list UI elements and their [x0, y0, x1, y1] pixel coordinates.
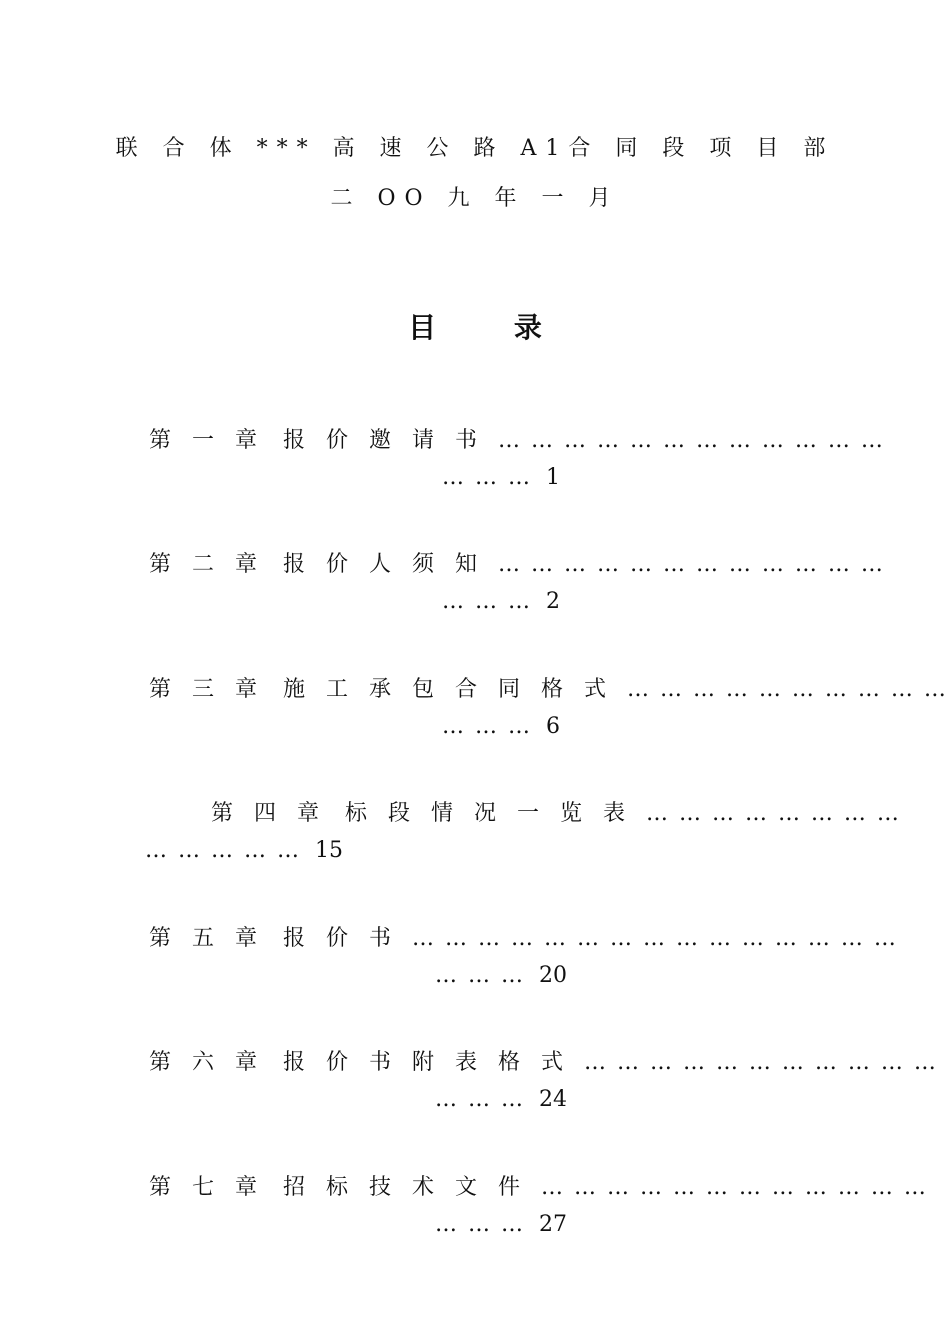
toc-entry-leader: … … … — [435, 963, 525, 988]
toc-entry-page-number: 1 — [546, 465, 560, 490]
toc-entry-leader: … … … … … … … … … … … … — [540, 1175, 928, 1200]
toc-entry-6-continuation — [407, 1055, 567, 1115]
toc-entry-page-number: 24 — [539, 1087, 567, 1112]
toc-entry-page-number: 27 — [539, 1212, 567, 1237]
date-line: 二 OO 九 年 一 月 — [330, 186, 620, 211]
toc-entry-1-continuation — [414, 433, 560, 493]
organization-line: 联 合 体 *** 高 速 公 路 A1合 同 段 项 目 部 — [115, 136, 835, 161]
toc-entry-leader: … … … … … … … … — [645, 801, 901, 826]
toc-title: 目 录 — [408, 311, 576, 344]
toc-entry-leader: … … … … … … … … … … … — [583, 1050, 938, 1075]
toc-entry-leader: … … … — [442, 589, 532, 614]
toc-entry-page-number: 6 — [546, 714, 560, 739]
toc-entry-title: 报 价 书 — [283, 926, 398, 951]
toc-entry-3-continuation — [414, 682, 560, 742]
toc-entry-chapter: 第 七 章 — [149, 1175, 264, 1200]
toc-entry-leader: … … … — [435, 1212, 525, 1237]
toc-entry-chapter: 第 五 章 — [149, 926, 264, 951]
toc-entry-chapter: 第 四 章 — [211, 801, 326, 826]
toc-entry-title: 施 工 承 包 合 同 格 式 — [283, 677, 613, 702]
toc-entry-page-number: 2 — [546, 589, 560, 614]
toc-entry-page-number: 20 — [539, 963, 567, 988]
toc-entry-chapter: 第 一 章 — [149, 428, 264, 453]
toc-entry-title: 标 段 情 况 一 览 表 — [345, 801, 632, 826]
toc-entry-title: 报 价 人 须 知 — [283, 552, 484, 577]
toc-entry-title: 招 标 技 术 文 件 — [283, 1175, 527, 1200]
toc-entry-chapter: 第 六 章 — [149, 1050, 264, 1075]
toc-entry-leader: … … … — [435, 1087, 525, 1112]
toc-entry-4-continuation — [117, 806, 343, 866]
toc-entry-2-continuation — [414, 557, 560, 617]
toc-entry-leader: … … … … … — [145, 838, 301, 863]
toc-entry-5-continuation — [407, 931, 567, 991]
toc-entry-leader: … … … … … … … … … … — [626, 677, 948, 702]
toc-entry-7-continuation — [407, 1180, 567, 1240]
toc-entry-title: 报 价 书 附 表 格 式 — [283, 1050, 570, 1075]
toc-entry-leader: … … … — [442, 465, 532, 490]
toc-entry-chapter: 第 三 章 — [149, 677, 264, 702]
toc-entry-page-number: 15 — [314, 838, 343, 863]
toc-entry-leader: … … … … … … … … … … … … — [497, 552, 885, 577]
toc-entry-title: 报 价 邀 请 书 — [283, 428, 484, 453]
toc-entry-leader: … … … … … … … … … … … … … … … — [412, 926, 898, 951]
toc-entry-chapter: 第 二 章 — [149, 552, 264, 577]
toc-entry-leader: … … … … … … … … … … … … — [497, 428, 885, 453]
toc-entry-leader: … … … — [442, 714, 532, 739]
